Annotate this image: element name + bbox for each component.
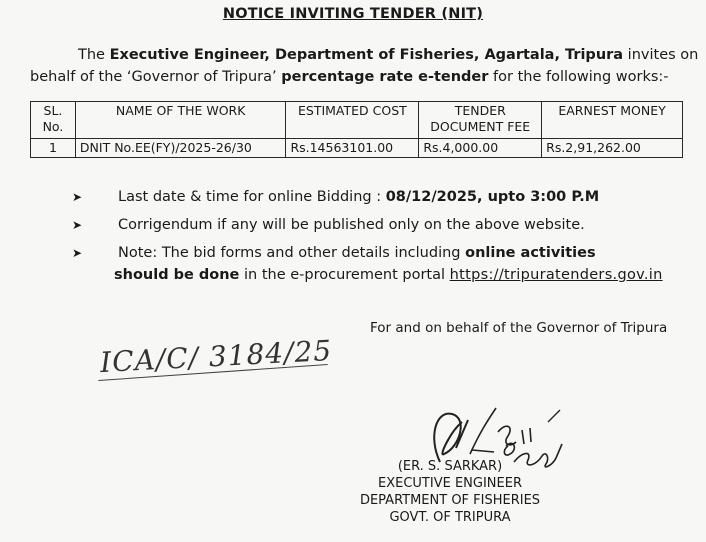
- note-bold-done: should be done: [114, 267, 240, 283]
- intro-bold-tender-type: percentage rate e-tender: [281, 69, 489, 85]
- list-item: [72, 214, 692, 236]
- list-item: [72, 242, 692, 286]
- signatory-name: (ER. S. SARKAR): [397, 459, 503, 474]
- note-bold-online: online activities: [465, 245, 596, 261]
- arrow-bullet-icon: ➤: [72, 218, 83, 232]
- col-header-sl: SL. No.: [31, 102, 76, 139]
- intro-bold-issuer: Executive Engineer, Department of Fisheries, Agartala, Tripura: [109, 47, 624, 63]
- cell-sl: 1: [31, 139, 76, 158]
- handwritten-reference: ICA/C/ 3184/25: [99, 333, 333, 380]
- col-header-emd: EARNEST MONEY: [542, 102, 683, 139]
- table-row: [31, 139, 683, 158]
- portal-link[interactable]: https://tripuratenders.gov.in: [449, 267, 663, 283]
- behalf-line: For and on behalf of the Governor of Tripura: [370, 320, 668, 336]
- note-text-portal: in the e-procurement portal: [239, 267, 450, 283]
- intro-paragraph: [30, 44, 699, 88]
- signatory-govt: GOVT. OF TRIPURA: [389, 510, 511, 525]
- note-text: Note: The bid forms and other details including: [118, 245, 466, 261]
- bid-date-value: 08/12/2025, upto 3:00 P.M: [385, 189, 600, 205]
- col-header-cost: ESTIMATED COST: [286, 102, 419, 139]
- intro-text-1: The: [78, 47, 110, 63]
- signatory-department: DEPARTMENT OF FISHERIES: [359, 493, 541, 508]
- col-header-work: NAME OF THE WORK: [75, 102, 286, 139]
- works-table: [30, 101, 683, 158]
- cell-emd: Rs.2,91,262.00: [542, 139, 683, 158]
- corrigendum-text: Corrigendum if any will be published only on the above website.: [118, 217, 585, 233]
- intro-text-2: invites on: [623, 47, 699, 63]
- intro-text-4: for the following works:-: [488, 69, 669, 85]
- col-header-fee: TENDER DOCUMENT FEE: [419, 102, 542, 139]
- signatory-block: [350, 458, 550, 526]
- bid-date-label: Last date & time for online Bidding :: [118, 189, 386, 205]
- cell-work: DNIT No.EE(FY)/2025-26/30: [75, 139, 286, 158]
- cell-fee: Rs.4,000.00: [419, 139, 542, 158]
- notice-title: NOTICE INVITING TENDER (NIT): [222, 6, 484, 22]
- arrow-bullet-icon: ➤: [72, 246, 83, 260]
- cell-cost: Rs.14563101.00: [286, 139, 419, 158]
- table-header-row: [31, 102, 683, 139]
- intro-text-3: behalf of the ‘Governor of Tripura’: [30, 69, 282, 85]
- list-item: [72, 186, 692, 208]
- bullet-list: [72, 186, 692, 292]
- arrow-bullet-icon: ➤: [72, 190, 83, 204]
- signatory-designation: EXECUTIVE ENGINEER: [378, 476, 522, 491]
